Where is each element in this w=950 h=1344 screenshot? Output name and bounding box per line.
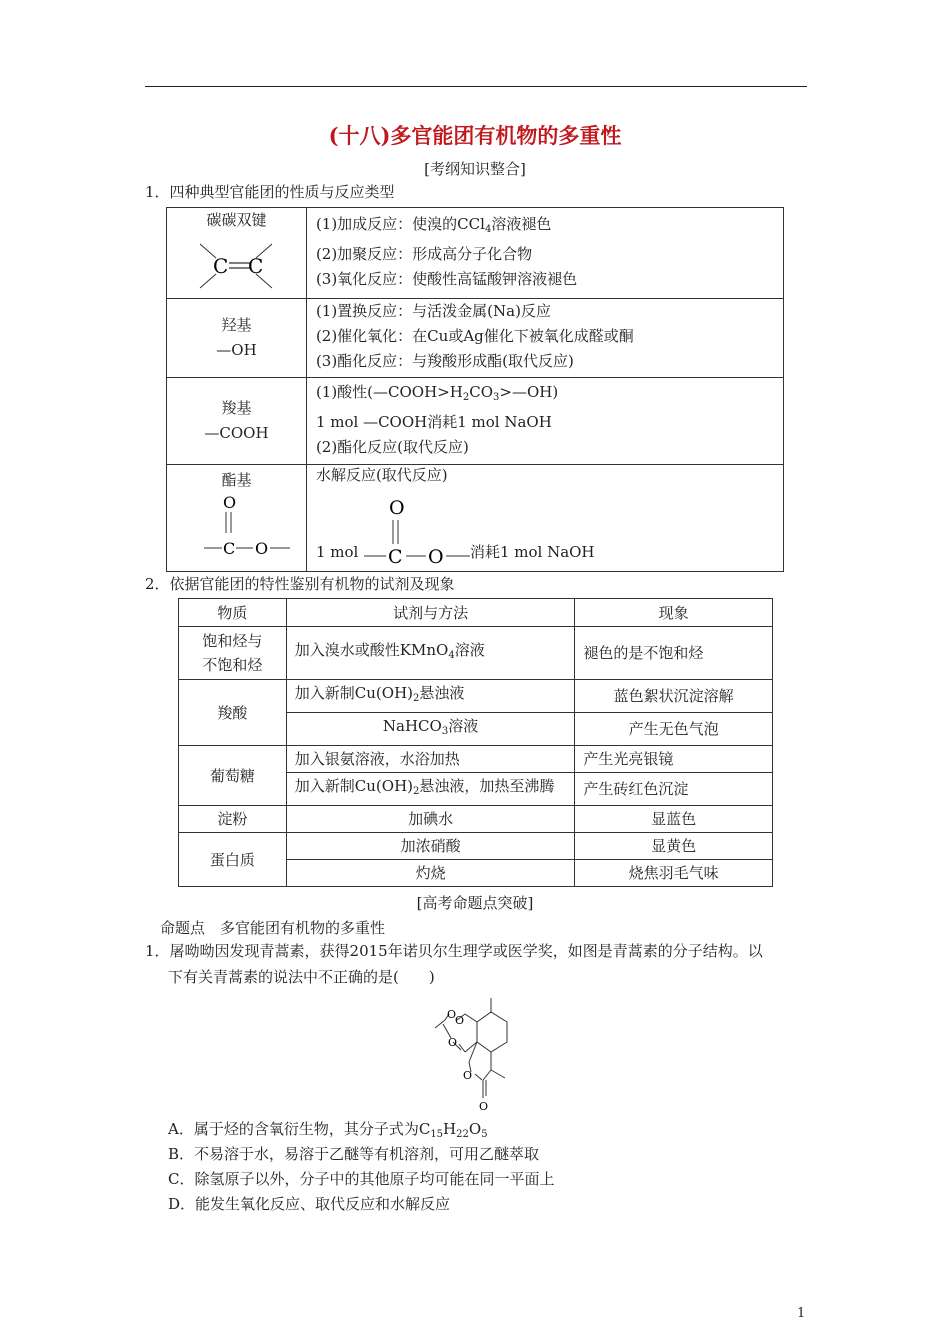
ester-oxygen: O	[255, 539, 269, 558]
cc-double-bond-cell	[167, 208, 307, 299]
identification-table	[178, 598, 773, 887]
table-row	[179, 746, 773, 773]
peroxide-oxygen-1: O	[447, 1008, 457, 1021]
method-cell: 加入新制$Cu(OH)_2$悬浊液	[286, 680, 575, 713]
method-cell: 灼烧	[286, 860, 575, 887]
carboxyl-cell	[167, 378, 307, 465]
table-row	[167, 299, 784, 378]
carbonyl-oxygen: O	[223, 493, 237, 512]
hydroxyl-reactions	[306, 299, 783, 378]
table-row	[167, 378, 784, 465]
ring-oxygen: O	[448, 1036, 458, 1049]
reaction-line: (3)酯化反应：与羧酸形成酯(取代反应)	[315, 352, 574, 370]
command-point: 命题点 多官能团有机物的多重性	[160, 919, 386, 937]
table-header-row	[179, 599, 773, 627]
reaction-line: 1 mol —COOH消耗1 mol NaOH	[315, 413, 552, 431]
page-title: (十八)多官能团有机物的多重性	[328, 123, 622, 148]
substance-cell: 葡萄糖	[179, 746, 287, 806]
phenomenon-cell: 产生无色气泡	[575, 713, 773, 746]
reaction-line: (1)酸性$(—COOH>H_2CO_3>—OH)$	[315, 383, 559, 403]
group-name: 碳碳双键	[206, 211, 267, 229]
reaction-line: (3)氧化反应：使酸性高锰酸钾溶液褪色	[315, 270, 578, 288]
artemisinin-structure	[425, 990, 535, 1114]
cc-double-bond-reactions	[306, 208, 783, 299]
group-name: 酯基	[221, 471, 252, 489]
phenomenon-cell: 产生砖红色沉淀	[575, 773, 773, 806]
ester-group-diagram	[176, 490, 296, 560]
substance-cell: 羧酸	[179, 680, 287, 746]
header-method: 试剂与方法	[286, 599, 575, 627]
table-row	[179, 833, 773, 860]
reaction-line: (2)催化氧化：在Cu或Ag催化下被氧化成醛或酮	[315, 327, 634, 345]
header-substance: 物质	[179, 599, 287, 627]
method-cell: 加碘水	[286, 806, 575, 833]
method-cell: 加浓硝酸	[286, 833, 575, 860]
table-row	[179, 627, 773, 680]
table-row	[179, 680, 773, 713]
lactone-oxygen: O	[463, 1069, 473, 1082]
mol-prefix: 1 mol	[315, 543, 359, 561]
table-row	[179, 806, 773, 833]
phenomenon-cell: 显蓝色	[575, 806, 773, 833]
group-name: 羧基	[221, 399, 252, 417]
group-name: 羟基	[221, 316, 252, 334]
mol-suffix: 消耗1 mol NaOH	[469, 543, 595, 561]
ester-consumption-line	[316, 488, 783, 568]
option-c[interactable]: C．除氢原子以外，分子中的其他原子均可能在同一平面上	[168, 1170, 555, 1188]
method-cell: 加入银氨溶液，水浴加热	[286, 746, 575, 773]
substance-cell: 淀粉	[179, 806, 287, 833]
option-d[interactable]: D．能发生氧化反应、取代反应和水解反应	[168, 1195, 451, 1213]
method-cell: NaHCO$_3$溶液	[286, 713, 575, 746]
reaction-line: (2)加聚反应：形成高分子化合物	[315, 245, 533, 263]
header-phenomenon: 现象	[575, 599, 773, 627]
functional-group-table	[166, 207, 784, 572]
carboxyl-reactions	[306, 378, 783, 465]
substance-cell: 饱和烃与 不饱和烃	[179, 627, 287, 680]
ester-carbon: C	[223, 539, 236, 558]
reaction-line: 水解反应(取代反应)	[315, 466, 448, 484]
ester-inline-diagram	[358, 492, 478, 568]
reaction-line: (1)加成反应：使溴的CCl$_4$溶液褪色	[315, 215, 552, 235]
carbonyl-oxygen: O	[388, 497, 405, 519]
substance-cell: 蛋白质	[179, 833, 287, 887]
question-line-2: 下有关青蒿素的说法中不正确的是( )	[168, 968, 435, 986]
phenomenon-cell: 产生光亮银镜	[575, 746, 773, 773]
exam-heading: [高考命题点突破]	[416, 894, 534, 912]
header-rule	[145, 86, 807, 87]
ester-carbon: C	[387, 546, 403, 568]
group-formula: —COOH	[204, 424, 269, 442]
option-b[interactable]: B．不易溶于水，易溶于乙醚等有机溶剂，可用乙醚萃取	[168, 1145, 540, 1163]
phenomenon-cell: 褪色的是不饱和烃	[575, 627, 773, 680]
reaction-line: (1)置换反应：与活泼金属(Na)反应	[315, 302, 551, 320]
ester-oxygen: O	[427, 546, 444, 568]
phenomenon-cell: 蓝色絮状沉淀溶解	[575, 680, 773, 713]
phenomenon-cell: 烧焦羽毛气味	[575, 860, 773, 887]
group-formula: —OH	[216, 341, 257, 359]
carbonyl-oxygen: O	[479, 1100, 489, 1113]
peroxide-oxygen-2: O	[455, 1014, 465, 1027]
section2-heading: 2．依据官能团的特性鉴别有机物的试剂及现象	[145, 575, 455, 593]
section-subtitle: [考纲知识整合]	[424, 160, 526, 178]
carbon-atom-left: C	[213, 254, 229, 278]
ester-cell	[167, 465, 307, 572]
table-row	[167, 465, 784, 572]
section1-heading: 1．四种典型官能团的性质与反应类型	[145, 183, 395, 201]
question-line-1: 1．屠呦呦因发现青蒿素，获得2015年诺贝尔生理学或医学奖，如图是青蒿素的分子结构。以	[145, 942, 763, 960]
table-row	[167, 208, 784, 299]
reaction-line: (2)酯化反应(取代反应)	[315, 438, 469, 456]
option-a[interactable]: A．属于烃的含氧衍生物，其分子式为$C_{15}H_{22}O_5$	[168, 1120, 488, 1140]
ester-reactions	[306, 465, 783, 572]
hydroxyl-cell	[167, 299, 307, 378]
cc-double-bond-diagram	[176, 230, 296, 292]
page-number: 1	[797, 1306, 806, 1321]
method-cell: 加入新制$Cu(OH)_2$悬浊液，加热至沸腾	[286, 773, 575, 806]
phenomenon-cell: 显黄色	[575, 833, 773, 860]
method-cell: 加入溴水或酸性KMnO$_4$溶液	[286, 627, 575, 680]
carbon-atom-right: C	[248, 254, 264, 278]
